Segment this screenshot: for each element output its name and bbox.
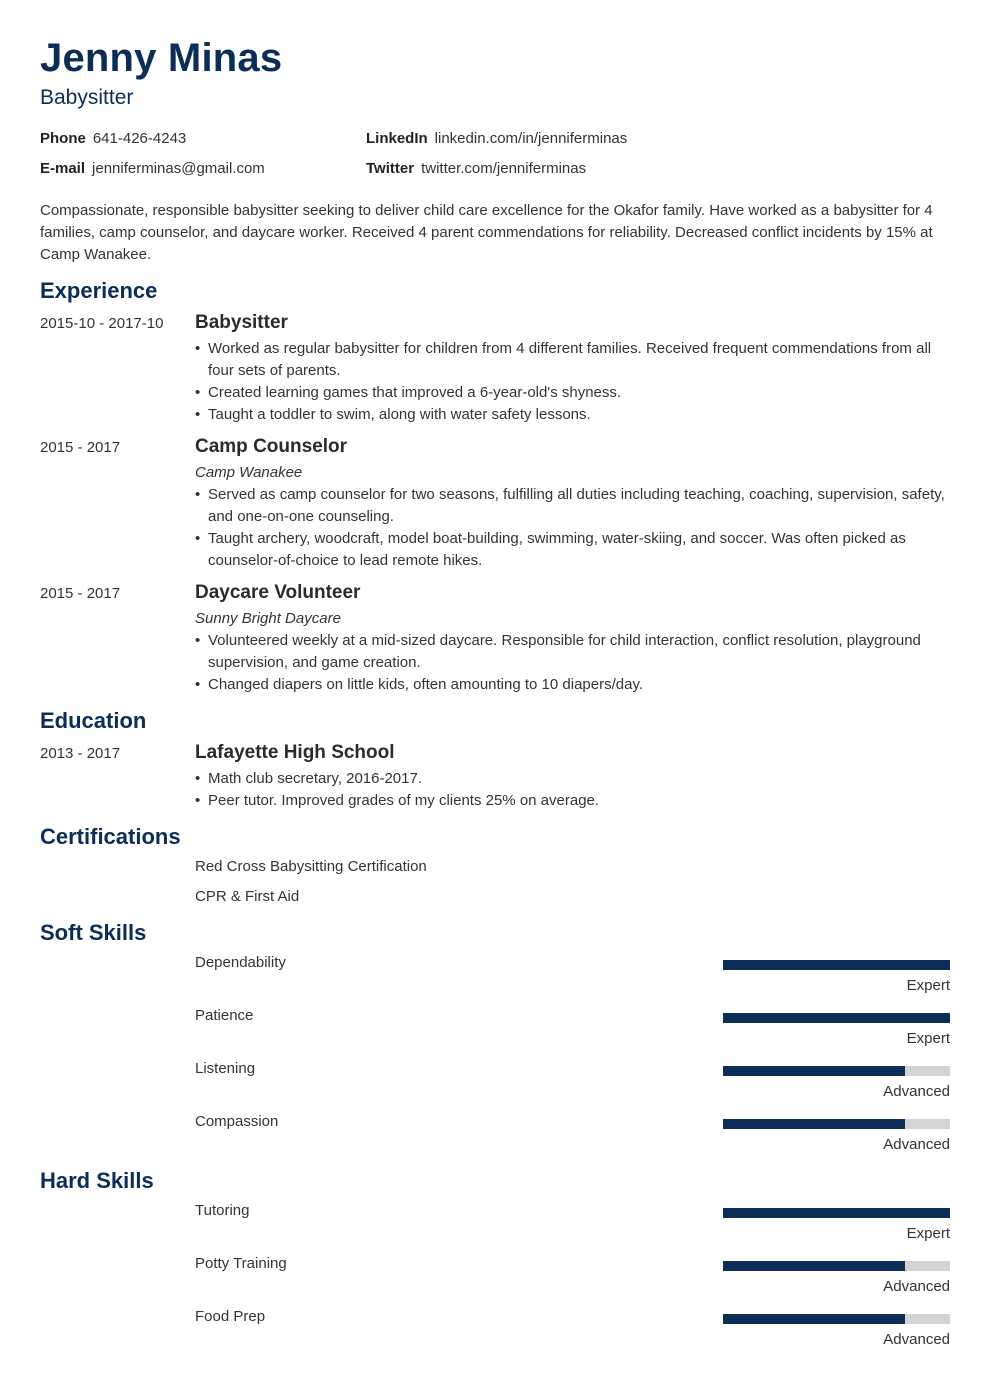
contact-linkedin — [366, 130, 627, 147]
twitter-label: Twitter — [366, 160, 415, 177]
job-dates: 2015 - 2017 — [40, 585, 121, 602]
contact-email — [40, 160, 265, 177]
certification-item: CPR & First Aid — [195, 888, 300, 905]
job-organization: Camp Wanakee — [195, 464, 303, 481]
skill-bar-fill — [723, 1261, 905, 1271]
twitter-value: twitter.com/jenniferminas — [421, 160, 587, 177]
job-title: Daycare Volunteer — [195, 582, 361, 603]
job-title: Camp Counselor — [195, 436, 348, 457]
education-heading: Education — [40, 708, 147, 733]
skill-bar — [723, 960, 950, 970]
linkedin-value: linkedin.com/in/jenniferminas — [434, 130, 628, 147]
candidate-title: Babysitter — [40, 86, 134, 109]
list-item: • Taught a toddler to swim, along with water safety lessons. — [195, 404, 950, 426]
education-bullets — [195, 768, 950, 812]
education-dates: 2013 - 2017 — [40, 745, 121, 762]
list-item: • Math club secretary, 2016-2017. — [195, 768, 950, 790]
skill-level: Advanced — [883, 1136, 950, 1153]
list-item: • Taught archery, woodcraft, model boat-building, swimming, water-skiing, and soccer. Was often picked as counselor-of-choice to lead remote hikes. — [195, 528, 950, 572]
job-bullets — [195, 338, 950, 426]
skill-level: Advanced — [883, 1278, 950, 1295]
list-item: • Volunteered weekly at a mid-sized daycare. Responsible for child interaction, conflict resolution, playground supervision, and game creation. — [195, 630, 950, 674]
certifications-heading: Certifications — [40, 824, 181, 849]
soft-skills-heading: Soft Skills — [40, 920, 147, 945]
skill-name: Patience — [195, 1007, 254, 1024]
school-name: Lafayette High School — [195, 742, 395, 763]
phone-value: 641-426-4243 — [92, 130, 187, 147]
job-bullets — [195, 630, 950, 696]
list-item: • Changed diapers on little kids, often amounting to 10 diapers/day. — [195, 674, 950, 696]
experience-heading: Experience — [40, 278, 158, 303]
summary-text: Compassionate, responsible babysitter seeking to deliver child care excellence for the Okafor family. Have worked as a babysitter for 4 families, camp counselor, and daycare worker. Received 4 parent commendations for reliability. Decreased conflict incidents by 15% at Camp Wanakee. — [40, 202, 933, 263]
skill-level: Expert — [906, 1225, 950, 1242]
contact-twitter — [366, 160, 586, 177]
candidate-name: Jenny Minas — [40, 36, 283, 80]
skill-bar-fill — [723, 960, 950, 970]
job-title: Babysitter — [195, 312, 288, 333]
skill-bar-fill — [723, 1208, 950, 1218]
skill-bar — [723, 1013, 950, 1023]
email-value: jenniferminas@gmail.com — [92, 160, 265, 177]
email-label: E-mail — [40, 160, 86, 177]
skill-bar-fill — [723, 1314, 905, 1324]
list-item: • Worked as regular babysitter for children from 4 different families. Received frequent commendations from all four sets of parents. — [195, 338, 950, 382]
skill-name: Food Prep — [195, 1308, 266, 1325]
skill-name: Tutoring — [195, 1202, 250, 1219]
skill-level: Expert — [906, 977, 950, 994]
skill-bar-fill — [723, 1013, 950, 1023]
skill-bar — [723, 1208, 950, 1218]
skill-level: Advanced — [883, 1331, 950, 1348]
job-bullets — [195, 484, 950, 572]
skill-bar — [723, 1261, 950, 1271]
linkedin-label: LinkedIn — [366, 130, 428, 147]
phone-label: Phone — [40, 130, 86, 147]
list-item: • Created learning games that improved a 6-year-old's shyness. — [195, 382, 950, 404]
skill-bar — [723, 1066, 950, 1076]
skill-bar — [723, 1314, 950, 1324]
skill-name: Dependability — [195, 954, 286, 971]
skill-level: Advanced — [883, 1083, 950, 1100]
skill-bar-fill — [723, 1119, 905, 1129]
list-item: • Peer tutor. Improved grades of my clients 25% on average. — [195, 790, 950, 812]
contact-phone — [40, 130, 186, 147]
job-organization: Sunny Bright Daycare — [195, 610, 341, 627]
list-item: • Served as camp counselor for two seasons, fulfilling all duties including teaching, coaching, supervision, safety, and one-on-one counseling. — [195, 484, 950, 528]
job-dates: 2015 - 2017 — [40, 439, 121, 456]
job-dates: 2015-10 - 2017-10 — [40, 315, 164, 332]
hard-skills-heading: Hard Skills — [40, 1168, 154, 1193]
skill-name: Compassion — [195, 1113, 279, 1130]
skill-name: Potty Training — [195, 1255, 287, 1272]
skill-bar — [723, 1119, 950, 1129]
skill-name: Listening — [195, 1060, 256, 1077]
skill-level: Expert — [906, 1030, 950, 1047]
skill-bar-fill — [723, 1066, 905, 1076]
certification-item: Red Cross Babysitting Certification — [195, 858, 427, 875]
